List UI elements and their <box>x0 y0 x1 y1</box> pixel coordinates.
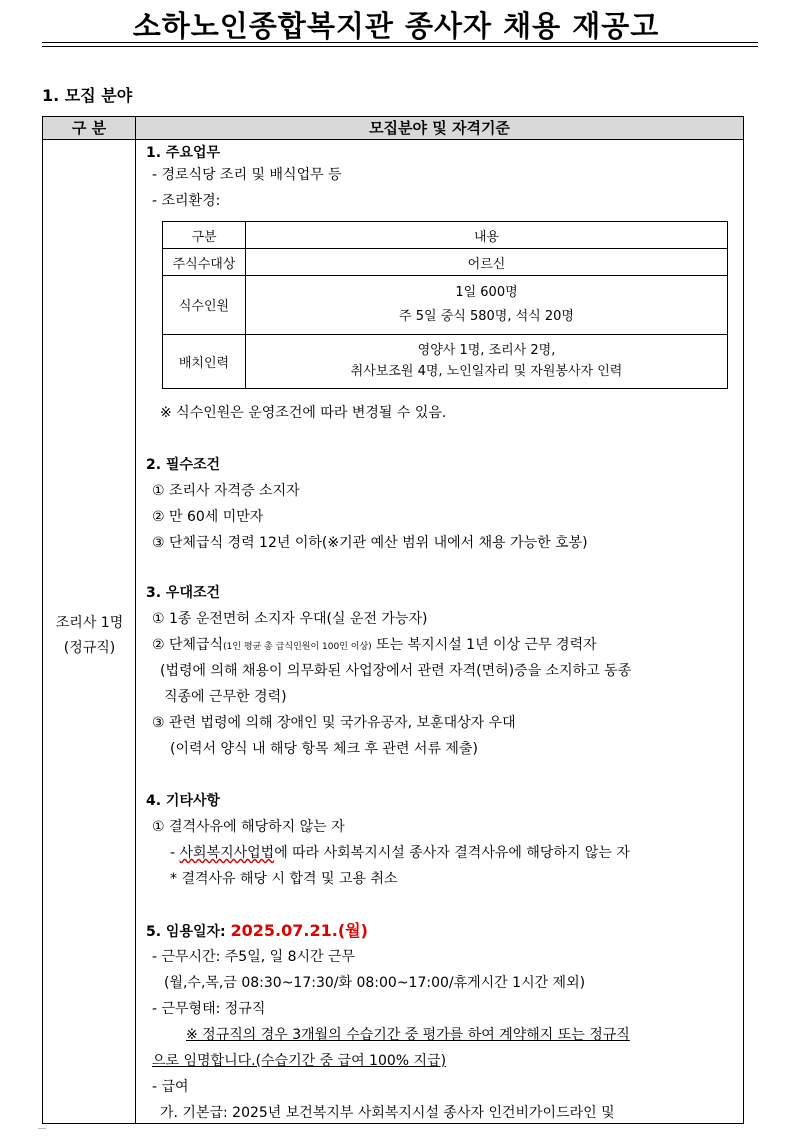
position-label <box>43 611 136 661</box>
title-rule <box>42 46 758 47</box>
section-heading: 1. 모집 분야 <box>42 86 133 105</box>
env-row-value <box>246 334 728 388</box>
preferred-item-text: 또는 복지시설 1년 이상 근무 경력자 <box>371 637 597 653</box>
preferred-item-text: ② 단체급식 <box>152 637 224 653</box>
position-title: 조리사 1명 <box>55 615 124 631</box>
duty-item: - 경로식당 조리 및 배식업무 등 <box>152 167 342 183</box>
env-row-label: 배치인력 <box>163 334 246 388</box>
duties-heading: 1. 주요업무 <box>146 145 221 161</box>
required-item: ① 조리사 자격증 소지자 <box>152 483 300 499</box>
pay-item: 가. 기본급: 2025년 보건복지부 사회복지시설 종사자 인건비가이드라인 및 <box>160 1105 615 1121</box>
other-heading: 4. 기타사항 <box>146 793 221 809</box>
table-header-row <box>43 117 743 140</box>
probation-note: 으로 임명합니다.(수습기간 중 급여 100% 지급) <box>152 1053 447 1069</box>
env-header-label: 구분 <box>163 222 246 249</box>
env-line: 1일 600명 <box>455 284 518 300</box>
other-item-note: * 결격사유 해당 시 합격 및 고용 취소 <box>170 871 398 887</box>
env-header-content: 내용 <box>246 222 728 249</box>
title-rule <box>42 42 758 43</box>
page-title: 소하노인종합복지관 종사자 채용 재공고 <box>132 9 660 43</box>
preferred-item-cont: (법령에 의해 채용이 의무화된 사업장에서 관련 자격(면허)증을 소지하고 동종 <box>160 663 632 679</box>
required-item: ② 만 60세 미만자 <box>152 509 264 525</box>
preferred-item-cont: 직종에 근무한 경력) <box>164 689 287 705</box>
env-note: ※ 식수인원은 운영조건에 따라 변경될 수 있음. <box>160 405 447 421</box>
other-item-text: 에 따라 사회복지시설 종사자 결격사유에 해당하지 않는 자 <box>274 845 630 861</box>
page-corner-mark <box>38 1128 46 1129</box>
env-row-label: 주식수대상 <box>163 249 246 276</box>
env-row <box>163 249 728 276</box>
environment-table <box>162 221 728 389</box>
preferred-item-cont: (이력서 양식 내 해당 항목 체크 후 관련 서류 제출) <box>170 741 478 757</box>
header-criteria: 모집분야 및 자격기준 <box>369 119 510 137</box>
preferred-heading: 3. 우대조건 <box>146 585 221 601</box>
env-header-row <box>163 222 728 249</box>
header-category: 구 분 <box>43 117 136 139</box>
appointment-heading <box>146 918 368 941</box>
env-row <box>163 276 728 334</box>
env-row-label: 식수인원 <box>163 276 246 334</box>
duty-item: - 조리환경: <box>152 193 221 209</box>
env-row <box>163 334 728 388</box>
other-item-detail <box>170 842 630 862</box>
preferred-item <box>152 634 597 654</box>
env-row-value <box>246 276 728 334</box>
appointment-date: 2025.07.21.(월) <box>230 921 368 940</box>
preferred-item: ① 1종 운전면허 소지자 우대(실 운전 가능자) <box>152 611 428 627</box>
required-item: ③ 단체급식 경력 12년 이하(※기관 예산 범위 내에서 채용 가능한 호봉) <box>152 535 588 551</box>
law-name: 사회복지사업법 <box>179 845 275 861</box>
pay-heading: - 급여 <box>152 1079 189 1095</box>
other-item: ① 결격사유에 해당하지 않는 자 <box>152 819 345 835</box>
probation-note: ※ 정규직의 경우 3개월의 수습기간 중 평가를 하여 계약해지 또는 정규직 <box>186 1027 630 1043</box>
preferred-item: ③ 관련 법령에 의해 장애인 및 국가유공자, 보훈대상자 우대 <box>152 715 516 731</box>
env-line: 영양사 1명, 조리사 2명, <box>417 343 556 359</box>
work-hours-detail: (월,수,목,금 08:30~17:30/화 08:00~17:00/휴게시간 1시간 제외) <box>164 975 586 991</box>
required-heading: 2. 필수조건 <box>146 457 221 473</box>
other-item-dash: - <box>170 845 180 861</box>
appointment-label: 5. 임용일자: <box>146 924 231 940</box>
work-type: - 근무형태: 정규직 <box>152 1001 266 1017</box>
env-line: 취사보조원 4명, 노인일자리 및 자원봉사자 인력 <box>350 364 623 380</box>
env-line: 주 5일 중식 580명, 석식 20명 <box>399 308 574 324</box>
work-hours: - 근무시간: 주5일, 일 8시간 근무 <box>152 949 356 965</box>
position-type: (정규직) <box>63 640 116 656</box>
env-row-value: 어르신 <box>246 249 728 276</box>
preferred-item-note: (1인 평균 총 급식인원이 100인 이상) <box>223 642 372 652</box>
